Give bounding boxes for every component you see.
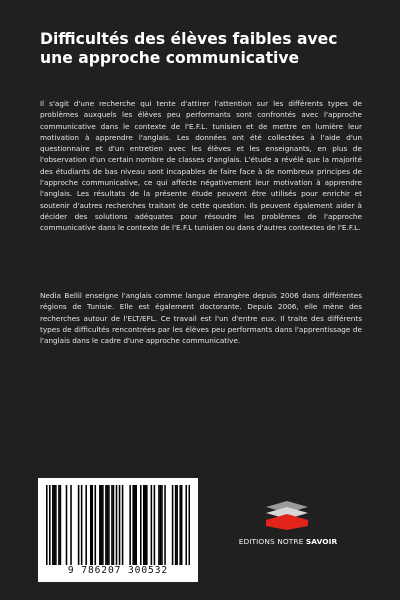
barcode-bar [66,485,68,565]
barcode-bar [55,485,57,565]
barcode-bar [160,485,162,565]
barcode-bar [52,485,54,565]
barcode-bar [119,485,121,565]
barcode-bar [154,485,156,565]
barcode-bar [91,485,93,565]
barcode-bar [179,485,181,565]
barcode-bar [164,485,166,565]
barcode-bar [90,485,92,565]
barcode-bar [78,485,80,565]
barcode-bar [129,485,131,565]
barcode-bar [116,485,118,565]
barcode-bar [176,485,178,565]
logo-bottom-book [266,514,308,530]
publisher-emphasis: SAVOIR [305,537,338,546]
stacked-books-icon [252,500,322,530]
barcode-bar [122,485,124,565]
publisher-prefix: EDITIONS NOTRE [238,537,306,546]
barcode-bar [134,485,136,565]
barcode-bar [146,485,148,565]
barcode-bar [140,485,142,565]
barcode-bar [101,485,103,565]
barcode-bar [181,485,183,565]
barcode-bar [143,485,145,565]
barcode-bar [46,485,48,565]
barcode-bar [161,485,163,565]
barcode-bar [113,485,115,565]
publisher-name [236,537,340,546]
barcode-bar [185,485,187,565]
barcode-bar [132,485,134,565]
barcode-bar [105,485,107,565]
barcode-bar [107,485,109,565]
barcode-bars [46,485,190,565]
barcode-bar [58,485,60,565]
barcode-bar [102,485,104,565]
barcode-bar [81,485,83,565]
barcode-bar [172,485,174,565]
barcode-bar [95,485,97,565]
author-biography: Nedia Bellil enseigne l'anglais comme langue étrangère depuis 2006 dans différentes régions de Tunisie. Elle est également doctorante. Depuis 2006, elle mène des recherches autour de l'ELT/EFL. Ce travail est l'un d'entre eux. Il traite des différents types de difficultés rencontrées par les élèves peu performants dans l'apprentissage de l'anglais dans le cadre d'une approche communicative. [40,291,362,346]
barcode-bar [151,485,153,565]
barcode-bar [145,485,147,565]
isbn-barcode [38,478,198,582]
barcode-bar [49,485,51,565]
barcode-bar [108,485,110,565]
barcode-bar [99,485,101,565]
barcode-bar [70,485,72,565]
barcode-bar [135,485,137,565]
barcode-bar [85,485,87,565]
barcode-bar [60,485,62,565]
barcode-bar [188,485,190,565]
barcode-bar [54,485,56,565]
barcode-bar [111,485,113,565]
book-abstract: Il s'agit d'une recherche qui tente d'attirer l'attention sur les différents types de problèmes auxquels les élèves peu performants sont confrontés avec l'approche communicative dans le contexte de l'E.F.L. tunisien et de mettre en lumière leur motivation à apprendre l'anglais. Les données ont été collectées à l'aide d'un questionnaire et d'un entretien avec les élèves et les enseignants, en plus de l'observation d'un certain nombre de classes d'anglais. L'étude a révélé que la majorité des étudiants de bas niveau sont incapables de faire face à de nombreux principes de l'approche communicative, ce qui affecte négativement leur motivation à apprendre l'anglais. Les résultats de la présente étude peuvent être utilisés pour enrichir et soutenir d'autres recherches traitant de cette question. Ils peuvent également aider à décider des solutions adéquates pour résoudre les problèmes de l'approche communicative dans le contexte de l'E.F.L tunisien ou dans d'autres contextes de l'E.F.L. [40,99,362,233]
book-title: Difficultés des élèves faibles avec une approche communicative [40,30,338,67]
barcode-bar [158,485,160,565]
isbn-number: 9 786207 300532 [67,565,169,576]
barcode-bar [175,485,177,565]
